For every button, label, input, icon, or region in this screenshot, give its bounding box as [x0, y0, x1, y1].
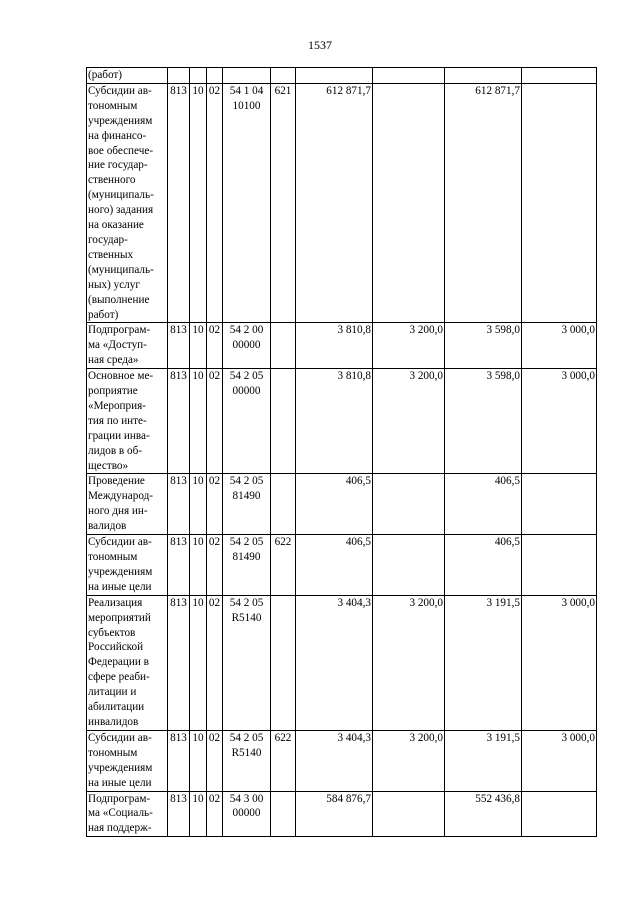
row-name: Реализация мероприятий субъектов Российской Федерации в сфере реаби- литации и абилитации инвалидов — [87, 595, 168, 730]
amount-2 — [373, 535, 445, 596]
table-row — [87, 68, 597, 84]
expense-type-code: 621 — [271, 83, 296, 323]
section-code: 10 — [190, 791, 207, 837]
section-code: 10 — [190, 730, 207, 791]
expense-type-code — [271, 323, 296, 369]
row-name: Субсидии ав- тономным учреждениям на иные цели — [87, 730, 168, 791]
table-row — [87, 791, 597, 837]
amount-4 — [522, 474, 597, 535]
amount-3: 3 598,0 — [445, 369, 522, 474]
subsection-code: 02 — [207, 369, 223, 474]
amount-4 — [522, 83, 597, 323]
target-article-code: 54 2 05 81490 — [223, 474, 271, 535]
amount-4: 3 000,0 — [522, 595, 597, 730]
amount-3: 3 191,5 — [445, 730, 522, 791]
expense-type-code — [271, 474, 296, 535]
expense-type-code: 622 — [271, 730, 296, 791]
table-row — [87, 730, 597, 791]
ministry-code: 813 — [168, 535, 190, 596]
subsection-code: 02 — [207, 535, 223, 596]
row-name: Подпрограм- ма «Доступ- ная среда» — [87, 323, 168, 369]
page-number: 1537 — [308, 38, 332, 52]
amount-4: 3 000,0 — [522, 369, 597, 474]
row-name: Подпрограм- ма «Социаль- ная поддерж- — [87, 791, 168, 837]
section-code: 10 — [190, 323, 207, 369]
ministry-code: 813 — [168, 369, 190, 474]
section-code: 10 — [190, 595, 207, 730]
table-row — [87, 369, 597, 474]
amount-1: 406,5 — [296, 474, 373, 535]
section-code: 10 — [190, 369, 207, 474]
row-name: Субсидии ав- тономным учреждениям на иные цели — [87, 535, 168, 596]
amount-4 — [522, 535, 597, 596]
amount-4: 3 000,0 — [522, 730, 597, 791]
amount-1: 584 876,7 — [296, 791, 373, 837]
ministry-code: 813 — [168, 474, 190, 535]
amount-2: 3 200,0 — [373, 730, 445, 791]
subsection-code: 02 — [207, 730, 223, 791]
amount-1: 612 871,7 — [296, 83, 373, 323]
table-row — [87, 474, 597, 535]
amount-2 — [373, 83, 445, 323]
target-article-code: 54 2 05 R5140 — [223, 730, 271, 791]
amount-3: 552 436,8 — [445, 791, 522, 837]
target-article-code: 54 2 00 00000 — [223, 323, 271, 369]
ministry-code: 813 — [168, 730, 190, 791]
subsection-code: 02 — [207, 474, 223, 535]
row-name: (работ) — [87, 68, 168, 84]
amount-1: 406,5 — [296, 535, 373, 596]
table-row — [87, 323, 597, 369]
expense-type-code — [271, 791, 296, 837]
amount-1: 3 810,8 — [296, 369, 373, 474]
expense-type-code — [271, 68, 296, 84]
section-code: 10 — [190, 535, 207, 596]
section-code: 10 — [190, 474, 207, 535]
amount-3: 3 191,5 — [445, 595, 522, 730]
budget-table — [86, 67, 597, 837]
target-article-code: 54 3 00 00000 — [223, 791, 271, 837]
subsection-code — [207, 68, 223, 84]
amount-1 — [296, 68, 373, 84]
subsection-code: 02 — [207, 323, 223, 369]
row-name: Основное ме- роприятие «Мероприя- тия по инте- грации инва- лидов в об- щество» — [87, 369, 168, 474]
target-article-code: 54 2 05 81490 — [223, 535, 271, 596]
ministry-code: 813 — [168, 595, 190, 730]
expense-type-code — [271, 369, 296, 474]
amount-2 — [373, 474, 445, 535]
table-row — [87, 83, 597, 323]
ministry-code — [168, 68, 190, 84]
ministry-code: 813 — [168, 323, 190, 369]
target-article-code — [223, 68, 271, 84]
row-name: Субсидии ав- тономным учреждениям на финансо- вое обеспече- ние государ- ственного (муниципаль- ного) задания на оказание государ- ственных (муниципаль- ных) услуг (выполнение работ) — [87, 83, 168, 323]
amount-1: 3 810,8 — [296, 323, 373, 369]
amount-4 — [522, 68, 597, 84]
table-row — [87, 535, 597, 596]
amount-3: 612 871,7 — [445, 83, 522, 323]
amount-4: 3 000,0 — [522, 323, 597, 369]
subsection-code: 02 — [207, 595, 223, 730]
target-article-code: 54 1 04 10100 — [223, 83, 271, 323]
subsection-code: 02 — [207, 83, 223, 323]
ministry-code: 813 — [168, 791, 190, 837]
amount-1: 3 404,3 — [296, 595, 373, 730]
amount-2 — [373, 68, 445, 84]
amount-4 — [522, 791, 597, 837]
row-name: Проведение Международ- ного дня ин- валидов — [87, 474, 168, 535]
amount-3: 406,5 — [445, 474, 522, 535]
amount-3: 406,5 — [445, 535, 522, 596]
amount-2: 3 200,0 — [373, 595, 445, 730]
ministry-code: 813 — [168, 83, 190, 323]
target-article-code: 54 2 05 R5140 — [223, 595, 271, 730]
amount-3: 3 598,0 — [445, 323, 522, 369]
section-code — [190, 68, 207, 84]
subsection-code: 02 — [207, 791, 223, 837]
expense-type-code: 622 — [271, 535, 296, 596]
section-code: 10 — [190, 83, 207, 323]
amount-2: 3 200,0 — [373, 323, 445, 369]
amount-2 — [373, 791, 445, 837]
table-row — [87, 595, 597, 730]
amount-2: 3 200,0 — [373, 369, 445, 474]
amount-3 — [445, 68, 522, 84]
expense-type-code — [271, 595, 296, 730]
target-article-code: 54 2 05 00000 — [223, 369, 271, 474]
amount-1: 3 404,3 — [296, 730, 373, 791]
